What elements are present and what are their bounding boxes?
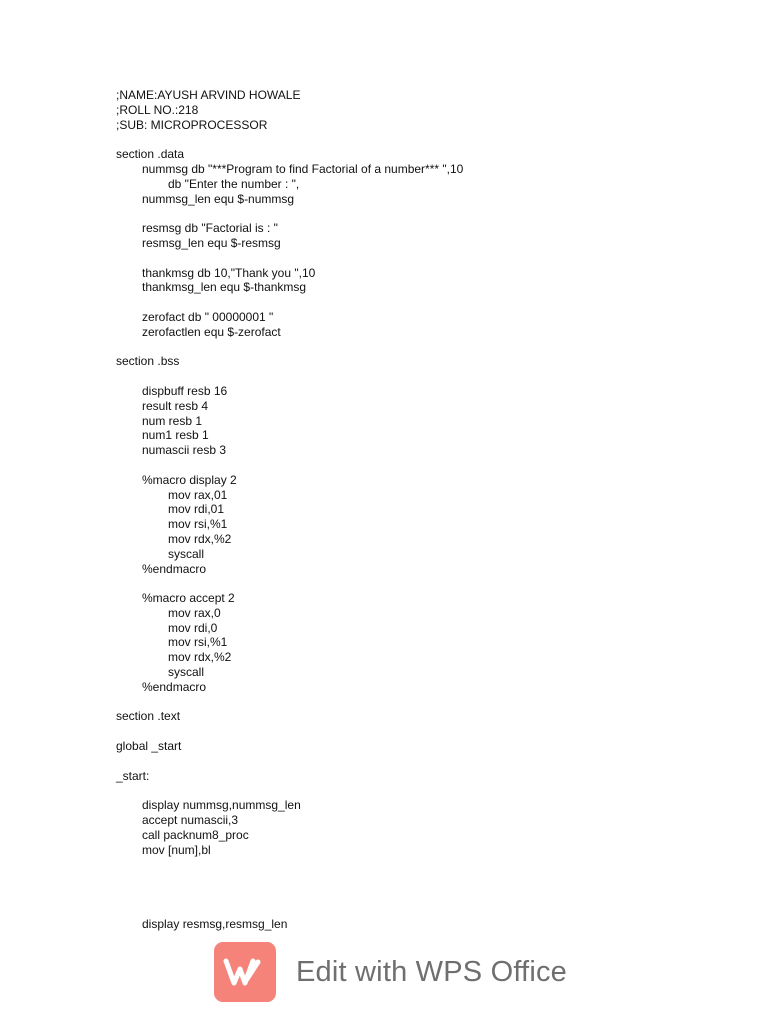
wps-watermark-label: Edit with WPS Office	[296, 955, 567, 988]
code-line: mov rdi,01	[168, 502, 225, 517]
code-line: result resb 4	[142, 398, 209, 413]
blank-line	[116, 754, 716, 769]
code-line: ;ROLL NO.:218	[116, 102, 199, 117]
code-line: %macro display 2	[142, 472, 237, 487]
blank-line	[116, 887, 716, 902]
code-line: ;NAME:AYUSH ARVIND HOWALE	[116, 88, 301, 102]
blank-line	[116, 206, 716, 221]
blank-line	[116, 872, 716, 887]
blank-line	[116, 857, 716, 872]
wps-watermark[interactable]	[214, 942, 567, 1002]
code-line: accept numascii,3	[142, 813, 239, 828]
code-line: global _start	[116, 739, 182, 754]
code-line: thankmsg db 10,"Thank you ",10	[142, 265, 316, 280]
code-line: db "Enter the number : ",	[168, 176, 300, 191]
code-line: mov rax,01	[168, 487, 228, 502]
code-line: %macro accept 2	[142, 591, 235, 606]
code-line: mov rsi,%1	[168, 517, 228, 532]
blank-line	[116, 783, 716, 798]
code-line: display resmsg,resmsg_len	[142, 916, 288, 931]
code-line: %endmacro	[142, 561, 207, 576]
code-line: display nummsg,nummsg_len	[142, 798, 301, 813]
blank-line	[116, 340, 716, 355]
code-line: mov rsi,%1	[168, 635, 228, 650]
code-line: zerofact db " 00000001 "	[142, 309, 274, 324]
code-line: section .data	[116, 147, 185, 162]
blank-line	[116, 295, 716, 310]
code-line: numascii resb 3	[142, 443, 227, 458]
code-line: dispbuff resb 16	[142, 383, 228, 398]
blank-line	[116, 251, 716, 266]
code-line: mov rdx,%2	[168, 650, 232, 665]
blank-line	[116, 695, 716, 710]
code-line: mov [num],bl	[142, 842, 211, 857]
code-line: section .bss	[116, 354, 180, 369]
code-line: call packnum8_proc	[142, 827, 249, 842]
code-line: nummsg db "***Program to find Factorial of a number*** ",10	[142, 161, 464, 176]
code-line: syscall	[168, 665, 205, 680]
code-line: %endmacro	[142, 679, 207, 694]
blank-line	[116, 369, 716, 384]
code-line: resmsg_len equ $-resmsg	[142, 235, 281, 250]
blank-line	[116, 724, 716, 739]
code-line: nummsg_len equ $-nummsg	[142, 191, 295, 206]
blank-line	[116, 458, 716, 473]
wps-logo-icon	[214, 942, 276, 1002]
code-listing	[116, 88, 716, 931]
blank-line	[116, 902, 716, 917]
code-line: mov rax,0	[168, 605, 221, 620]
code-line: resmsg db "Factorial is : "	[142, 221, 278, 236]
code-line: num1 resb 1	[142, 428, 209, 443]
code-line: zerofactlen equ $-zerofact	[142, 324, 281, 339]
code-line: num resb 1	[142, 413, 203, 428]
code-line: _start:	[116, 768, 150, 783]
code-line: mov rdi,0	[168, 620, 218, 635]
code-line: thankmsg_len equ $-thankmsg	[142, 280, 307, 295]
code-line: section .text	[116, 709, 181, 724]
code-line: ;SUB: MICROPROCESSOR	[116, 117, 268, 132]
code-line: syscall	[168, 546, 205, 561]
blank-line	[116, 576, 716, 591]
blank-line	[116, 132, 716, 147]
code-line: mov rdx,%2	[168, 531, 232, 546]
